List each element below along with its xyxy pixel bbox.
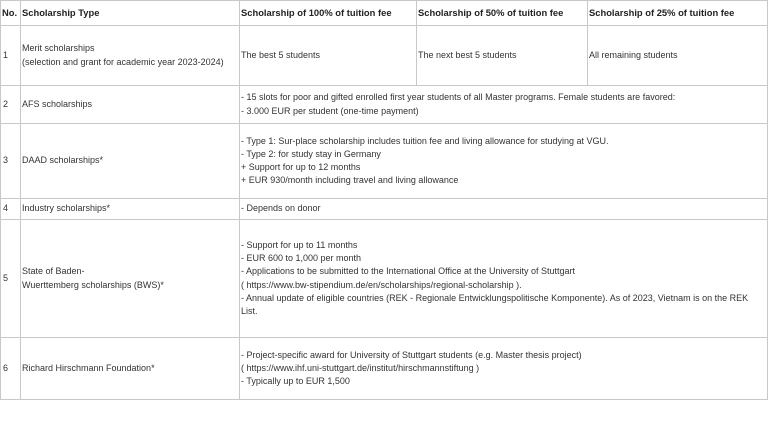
type-line: AFS scholarships (22, 98, 93, 109)
type-line: (selection and grant for academic year 2023-2024) (22, 56, 224, 67)
detail-line: - Annual update of eligible countries (REK - Regionale Entwicklungspolitische Komponente). As of 2023, Vietnam is on the REK List. (241, 292, 749, 316)
detail-line: - Typically up to EUR 1,500 (241, 376, 350, 387)
type-line: DAAD scholarships* (22, 155, 104, 166)
detail-link-line[interactable]: ( https://www.ihf.uni-stuttgart.de/institut/hirschmannstiftung ) (241, 362, 480, 373)
table-row (1, 124, 768, 199)
row-number: 3 (1, 124, 21, 199)
row-number: 4 (1, 199, 21, 220)
header-100-percent: Scholarship of 100% of tuition fee (240, 1, 417, 26)
details-cell (240, 124, 768, 199)
header-scholarship-type: Scholarship Type (21, 1, 240, 26)
detail-line: - Applications to be submitted to the International Office at the University of Stuttgart (241, 266, 576, 277)
table-row (1, 220, 768, 338)
tuition-25-cell: All remaining students (588, 26, 768, 86)
details-cell (240, 86, 768, 124)
scholarship-type-cell (21, 199, 240, 220)
detail-line: - Type 1: Sur-place scholarship includes tuition fee and living allowance for studying at VGU. (241, 135, 609, 146)
scholarship-type-cell (21, 86, 240, 124)
type-line: Wuerttemberg scholarships (BWS)* (22, 279, 164, 290)
table-row (1, 338, 768, 400)
header-25-percent: Scholarship of 25% of tuition fee (588, 1, 768, 26)
detail-line: - Type 2: for study stay in Germany (241, 148, 381, 159)
scholarship-type-cell (21, 26, 240, 86)
row-number: 5 (1, 220, 21, 338)
detail-line: - EUR 600 to 1,000 per month (241, 253, 362, 264)
table-row (1, 86, 768, 124)
row-number: 2 (1, 86, 21, 124)
type-line: Merit scholarships (22, 43, 95, 54)
detail-line: - 15 slots for poor and gifted enrolled first year students of all Master programs. Female students are favored: (241, 92, 676, 103)
scholarship-type-cell (21, 124, 240, 199)
detail-line: + Support for up to 12 months (241, 162, 361, 172)
header-50-percent: Scholarship of 50% of tuition fee (417, 1, 588, 26)
tuition-100-cell: The best 5 students (240, 26, 417, 86)
type-line: Industry scholarships* (22, 203, 111, 214)
details-cell (240, 220, 768, 338)
table-row (1, 26, 768, 86)
header-no: No. (1, 1, 21, 26)
detail-link-line[interactable]: ( https://www.bw-stipendium.de/en/scholarships/regional-scholarship ). (241, 279, 522, 290)
table-row (1, 199, 768, 220)
type-line: State of Baden- (22, 266, 85, 277)
detail-line: - Support for up to 11 months (241, 240, 358, 251)
type-line: Richard Hirschmann Foundation* (22, 362, 155, 373)
header-row (1, 1, 768, 26)
detail-line: - Project-specific award for University of Stuttgart students (e.g. Master thesis project) (241, 349, 582, 360)
details-cell (240, 199, 768, 220)
tuition-50-cell: The next best 5 students (417, 26, 588, 86)
row-number: 6 (1, 338, 21, 400)
detail-line: - 3.000 EUR per student (one-time payment) (241, 105, 419, 116)
scholarship-type-cell (21, 338, 240, 400)
detail-line: + EUR 930/month including travel and living allowance (241, 175, 459, 186)
detail-line: - Depends on donor (241, 203, 321, 214)
row-number: 1 (1, 26, 21, 86)
scholarship-type-cell (21, 220, 240, 338)
details-cell (240, 338, 768, 400)
